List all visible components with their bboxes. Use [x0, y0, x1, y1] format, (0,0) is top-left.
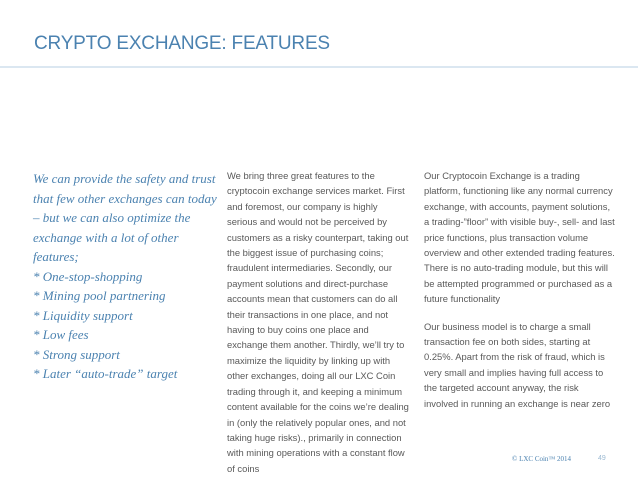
feature-item-one-stop-shopping: * One-stop-shopping: [33, 268, 143, 284]
footer-copyright: © LXC Coin™ 2014: [512, 455, 572, 463]
title-divider: [0, 66, 638, 68]
features-intro: We can provide the safety and trust that few other exchanges can today – but we can also optimize the exchange with a lot of other features;: [33, 171, 217, 264]
middle-text-column: [227, 168, 410, 476]
page-number: 49: [598, 455, 606, 462]
feature-item-auto-trade: * Later “auto-trade” target: [33, 366, 178, 381]
platform-paragraph: Our Cryptocoin Exchange is a trading platform, functioning like any normal currency exchange, with accounts, payment solutions, a trading-”floor” with visible buy-, sell- and last price functions, plus transaction volume overview and other extended trading features. There is no auto-trading module, but this will be attempted programmed or purchased as a future functionality: [424, 170, 615, 305]
feature-item-support: * Strong support: [33, 346, 120, 362]
three-features-paragraph: We bring three great features to the cryptocoin exchange services market. First and foremost, our company is highly serious and would not be perceived by customers as a risky counterpart, taking out the biggest issue of purchasing coins; fraudulent intermediaries. Secondly, our payment solutions and direct-purchase accounts mean that customers can do all their transactions in one place, and not having to buy coins one place and exchange them another. Thirdly, we’ll try to maximize the liquidity by linking up with other exchanges, doing all our LXC Coin trading through it, and keeping a minimum content available for the coins we’re dealing in (only the relatively popular ones, and not taking huge risks)., primarily in connection with mining operations with a constant flow of coins: [227, 170, 409, 474]
features-list: [33, 267, 225, 384]
right-text-column: [424, 168, 615, 411]
feature-item-mining-pool: * Mining pool partnering: [33, 288, 166, 303]
feature-item-liquidity: * Liquidity support: [33, 307, 133, 323]
business-model-paragraph: Our business model is to charge a small transaction fee on both sides, starting at 0.25%. Apart from the risk of fraud, which is very small and implies having full access to the targeted account anyway, the risk involved in running an exchange is near zero: [424, 320, 611, 409]
features-summary: [33, 169, 225, 384]
feature-item-low-fees: * Low fees: [33, 327, 89, 342]
slide-title: CRYPTO EXCHANGE: FEATURES: [34, 33, 330, 54]
